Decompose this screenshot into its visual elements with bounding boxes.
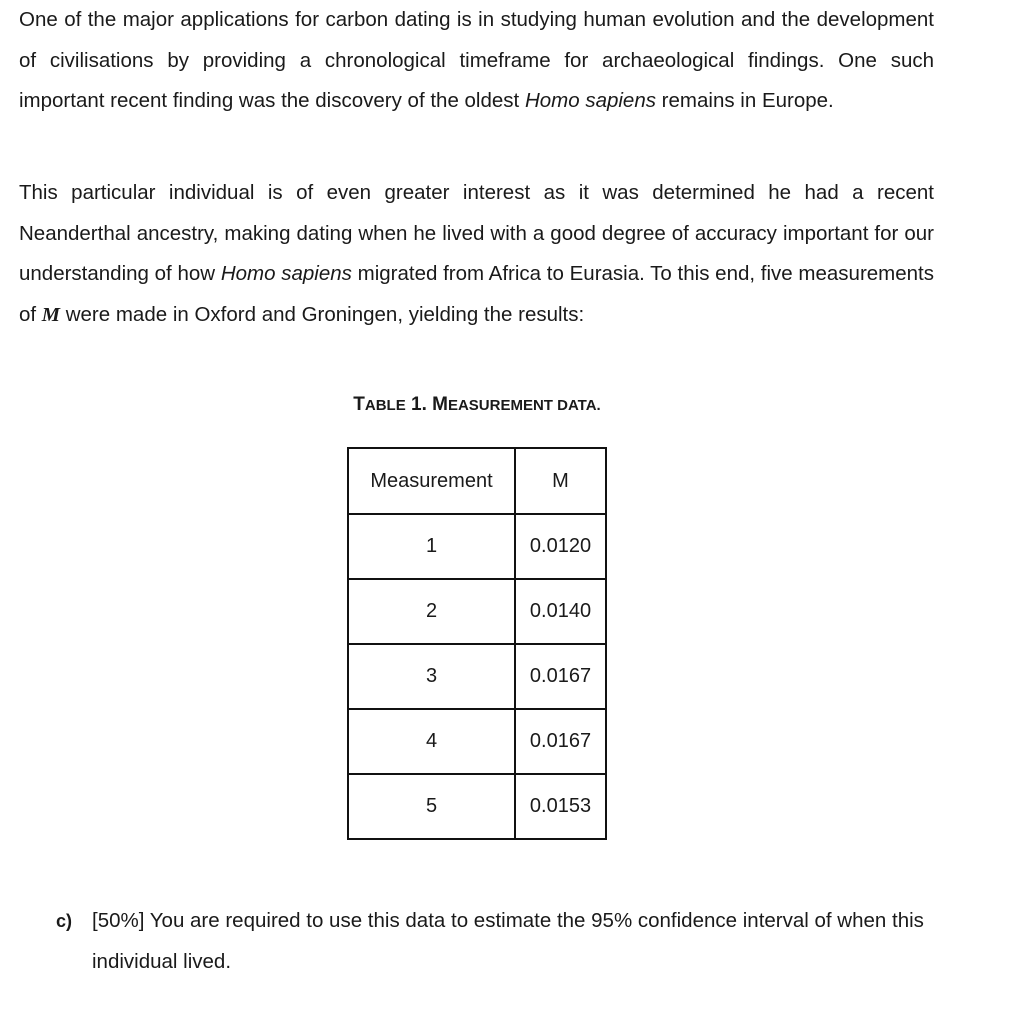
table-header-row xyxy=(348,448,606,514)
paragraph1-species: Homo sapiens xyxy=(524,89,656,112)
table-row xyxy=(348,774,606,839)
caption-t: T xyxy=(353,394,365,415)
variable-m: M xyxy=(41,303,61,326)
question-text: [50%] You are required to use this data to estimate the 95% confidence interval of when this individual lived. xyxy=(92,909,924,973)
cell-m: 0.0167 xyxy=(515,709,606,774)
cell-measurement: 5 xyxy=(348,774,515,839)
measurement-table xyxy=(347,447,607,840)
caption-m: M xyxy=(432,394,448,415)
cell-m: 0.0167 xyxy=(515,644,606,709)
header-measurement: Measurement xyxy=(348,448,515,514)
intro-paragraph xyxy=(19,0,934,122)
cell-measurement: 1 xyxy=(348,514,515,579)
paragraph2-text-b: migrated from Africa to Eurasia. To this end, five measurements of xyxy=(19,262,934,326)
question-label: c) xyxy=(56,911,73,931)
table-row xyxy=(348,644,606,709)
cell-measurement: 3 xyxy=(348,644,515,709)
cell-m: 0.0153 xyxy=(515,774,606,839)
caption-able: ABLE xyxy=(364,397,406,414)
cell-measurement: 4 xyxy=(348,709,515,774)
cell-measurement: 2 xyxy=(348,579,515,644)
cell-m: 0.0120 xyxy=(515,514,606,579)
caption-easurement: EASUREMENT DATA. xyxy=(447,397,601,414)
caption-number: 1. xyxy=(405,394,433,415)
table-row xyxy=(348,514,606,579)
paragraph1-text-a: One of the major applications for carbon dating is in studying human evolution and the development of civilisations by providing a chronological timeframe for archaeological findings. One such important recent finding was the discovery of the oldest xyxy=(19,8,934,112)
paragraph2-species: Homo sapiens xyxy=(220,262,352,285)
paragraph1-text-b: remains in Europe. xyxy=(655,89,834,112)
paragraph2-text-c: were made in Oxford and Groningen, yielding the results: xyxy=(60,302,585,326)
table-row xyxy=(348,709,606,774)
table-caption xyxy=(0,392,954,419)
context-paragraph xyxy=(19,173,934,335)
header-m: M xyxy=(515,448,606,514)
table-row xyxy=(348,579,606,644)
cell-m: 0.0140 xyxy=(515,579,606,644)
paragraph2-text-a: This particular individual is of even greater interest as it was determined he had a recent Neanderthal ancestry, making dating when he lived with a good degree of accuracy important for our understanding of how xyxy=(19,181,934,285)
